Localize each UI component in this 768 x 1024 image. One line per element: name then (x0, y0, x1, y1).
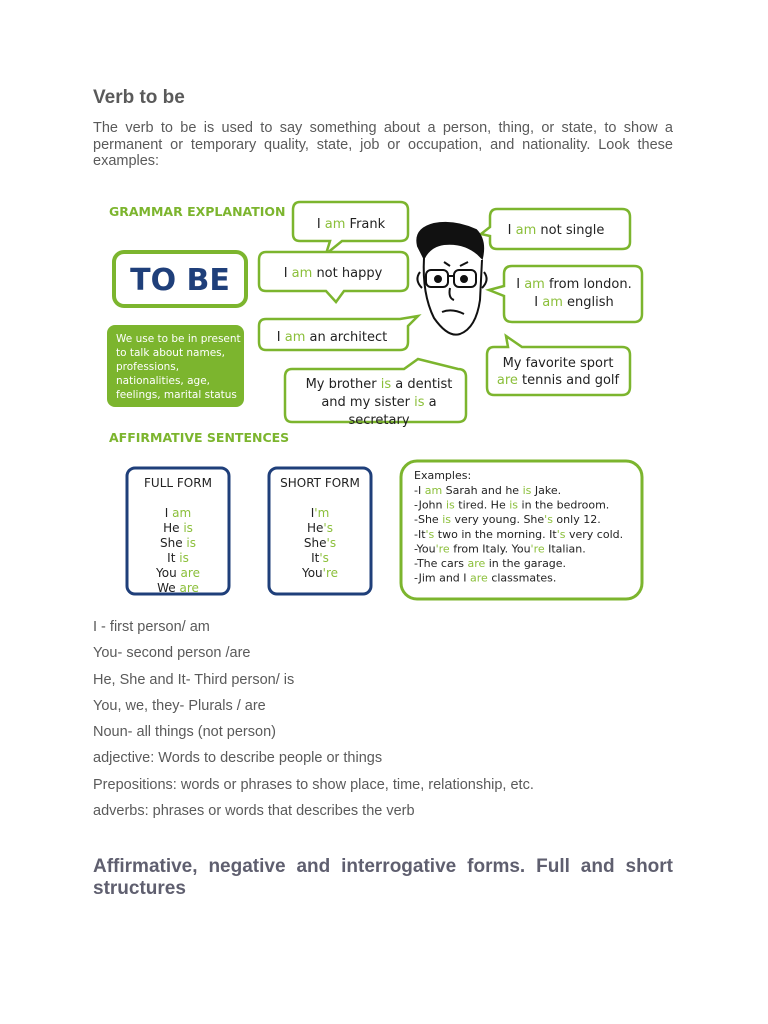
form-subject: She (303, 536, 327, 550)
bubble-architect (259, 316, 418, 350)
full-form-heading: FULL FORM (144, 476, 212, 490)
short-form-box (269, 468, 371, 594)
bubble-text-part: not single (536, 223, 605, 238)
form-row (160, 536, 196, 550)
explanation-box (107, 325, 244, 407)
verb-highlight: are (467, 557, 486, 570)
verb-highlight: is (414, 395, 425, 410)
bubble-text-part: english (562, 295, 614, 310)
form-verb: are (180, 566, 200, 580)
verb-highlight: is (442, 513, 451, 527)
definition-item: Prepositions: words or phrases to show place, time, relationship, etc. (93, 776, 534, 793)
bubble-sport (487, 336, 630, 395)
bubble-text-part: tennis and golf (517, 373, 620, 388)
verb-highlight: am (515, 223, 537, 238)
example-text: -I (414, 484, 425, 497)
definition-item: Noun- all things (not person) (93, 724, 276, 741)
example-text: -The cars (414, 557, 468, 570)
bubble-text-part: a (424, 395, 437, 410)
form-subject: He (163, 521, 184, 535)
form-verb: is (183, 521, 193, 535)
verb-highlight: 's (425, 527, 435, 541)
verb-highlight: am (524, 277, 545, 292)
example-line (414, 499, 609, 512)
form-subject: You (156, 566, 181, 580)
definition-item: You- second person /are (93, 645, 251, 662)
bubble-text-b-london1 (516, 277, 632, 292)
examples-heading: Examples: (414, 469, 472, 482)
example-line (414, 484, 561, 497)
form-row (157, 581, 199, 595)
form-subject: I (310, 506, 315, 520)
form-verb: 'm (314, 506, 330, 520)
example-text: Italian. (544, 542, 586, 556)
bubble-text-b-brother1 (306, 377, 453, 392)
form-row (155, 566, 200, 580)
to-be-infographic (104, 184, 652, 606)
bubble-text-part: I (507, 223, 516, 238)
bubble-not-happy (259, 252, 408, 302)
example-text: -John (414, 498, 446, 512)
example-text: tired. He (454, 498, 510, 512)
form-verb: is (179, 551, 189, 565)
definition-item: He, She and It- Third person/ is (93, 671, 295, 688)
bubble-brother-line3: secretary (348, 413, 410, 428)
cartoon-man-illustration (417, 223, 486, 335)
verb-highlight: am (291, 266, 313, 281)
form-row (311, 551, 329, 565)
verb-highlight: are (470, 571, 488, 585)
example-line (414, 542, 586, 555)
bubble-text-part: and my sister (321, 395, 415, 410)
to-be-box (114, 252, 246, 306)
verb-highlight: is (522, 484, 532, 497)
verb-highlight: is (380, 377, 392, 392)
form-verb: 's (326, 536, 337, 550)
example-text: two in the morning. It (434, 527, 557, 541)
form-row (165, 506, 191, 520)
verb-highlight: am (424, 484, 443, 497)
bubble-sport-line1: My favorite sport (502, 356, 614, 371)
definition-item: adverbs: phrases or words that describes the verb (93, 803, 415, 820)
bubble-text-part: I (516, 277, 525, 292)
form-verb: 's (319, 551, 329, 565)
verb-highlight: 's (544, 513, 553, 527)
bubble-text-b-notsingle (508, 223, 605, 238)
example-text: in the bedroom. (518, 498, 610, 512)
verb-highlight: am (542, 295, 563, 310)
example-text: -It (414, 527, 426, 541)
form-subject: She (159, 536, 187, 550)
section-subheading: Affirmative, negative and interrogative forms. Full and short structures (93, 856, 673, 899)
example-text: from Italy. You (449, 542, 531, 556)
form-subject: I (164, 506, 173, 520)
example-text: -You (414, 542, 436, 556)
form-verb: are (179, 581, 199, 595)
bubble-text-part: My brother (305, 377, 381, 392)
form-row (163, 521, 193, 535)
example-text: -She (414, 513, 443, 527)
verb-highlight: am (324, 217, 346, 232)
form-verb: am (172, 506, 192, 520)
example-line (414, 513, 601, 526)
verb-highlight: 're (530, 542, 545, 556)
explanation-line: feelings, marital status (116, 389, 237, 401)
short-form-heading: SHORT FORM (280, 476, 360, 490)
bubble-london (489, 266, 642, 322)
bubble-text-b-brother2 (321, 395, 436, 410)
bubble-text-part: I (534, 295, 543, 310)
full-form-box (127, 468, 229, 595)
verb-highlight: is (509, 498, 519, 512)
bubble-not-single (481, 209, 630, 249)
bubble-text-part: from london. (544, 277, 632, 292)
definition-item: adjective: Words to describe people or things (93, 750, 383, 767)
form-verb: 're (322, 566, 339, 580)
example-text: -Jim and I (414, 571, 471, 585)
bubble-text-part: I (283, 266, 292, 281)
definition-item: You, we, they- Plurals / are (93, 697, 266, 714)
example-text: in the garage. (485, 557, 567, 570)
form-subject: He (307, 521, 324, 535)
bubble-text-b-frank (317, 217, 386, 232)
bubble-text-b-sport2 (497, 373, 620, 388)
verb-highlight: is (446, 498, 455, 512)
form-row (304, 536, 336, 550)
definition-item: I - first person/ am (93, 619, 210, 635)
verb-highlight: 're (435, 542, 450, 556)
explanation-line: to talk about names, (116, 347, 225, 359)
example-line (414, 557, 566, 570)
grammar-explanation-heading: GRAMMAR EXPLANATION (109, 204, 286, 219)
bubble-text-b-nothappy (284, 266, 383, 281)
bubble-text-part: not happy (312, 266, 383, 281)
page-title: Verb to be (93, 87, 185, 108)
verb-highlight: are (496, 373, 518, 388)
explanation-line: We use to be in present (116, 333, 241, 345)
definitions-list (93, 617, 534, 827)
example-text: Sarah and he (442, 484, 523, 497)
bubble-frank (293, 202, 408, 254)
form-subject: You (301, 566, 323, 580)
example-line (414, 572, 556, 585)
to-be-label: TO BE (130, 263, 230, 298)
form-verb: is (186, 536, 197, 550)
form-row (167, 551, 189, 565)
affirmative-sentences-heading: AFFIRMATIVE SENTENCES (109, 430, 290, 445)
bubble-text-part: Frank (345, 217, 386, 232)
bubble-text-b-architect (277, 330, 387, 345)
bubble-text-part: a dentist (391, 377, 453, 392)
example-line (414, 528, 623, 541)
bubble-brother-sister (285, 359, 466, 428)
bubble-text-part: I (276, 330, 285, 345)
form-row (301, 566, 338, 580)
bubble-text-b-london2 (534, 295, 613, 310)
explanation-line: professions, (116, 361, 180, 373)
form-row (311, 506, 330, 520)
example-text: only 12. (552, 513, 601, 527)
bubble-text-part: I (316, 217, 325, 232)
bubble-text-part: an architect (305, 330, 388, 345)
form-subject: It (167, 551, 180, 565)
form-subject: We (157, 581, 180, 595)
verb-highlight: am (284, 330, 306, 345)
form-subject: It (311, 551, 320, 565)
example-text: very cold. (565, 527, 624, 541)
explanation-line: nationalities, age, (116, 375, 211, 387)
form-row (307, 521, 333, 535)
examples-box (401, 461, 642, 599)
intro-paragraph: The verb to be is used to say something about a person, thing, or state, to show a permanent or temporary quality, state, job or occupation, and nationality. Look these examples: (93, 120, 673, 169)
example-text: very young. She (450, 513, 545, 527)
form-verb: 's (323, 521, 333, 535)
example-text: Jake. (531, 484, 562, 497)
verb-highlight: 's (556, 527, 566, 541)
example-text: classmates. (487, 571, 557, 585)
